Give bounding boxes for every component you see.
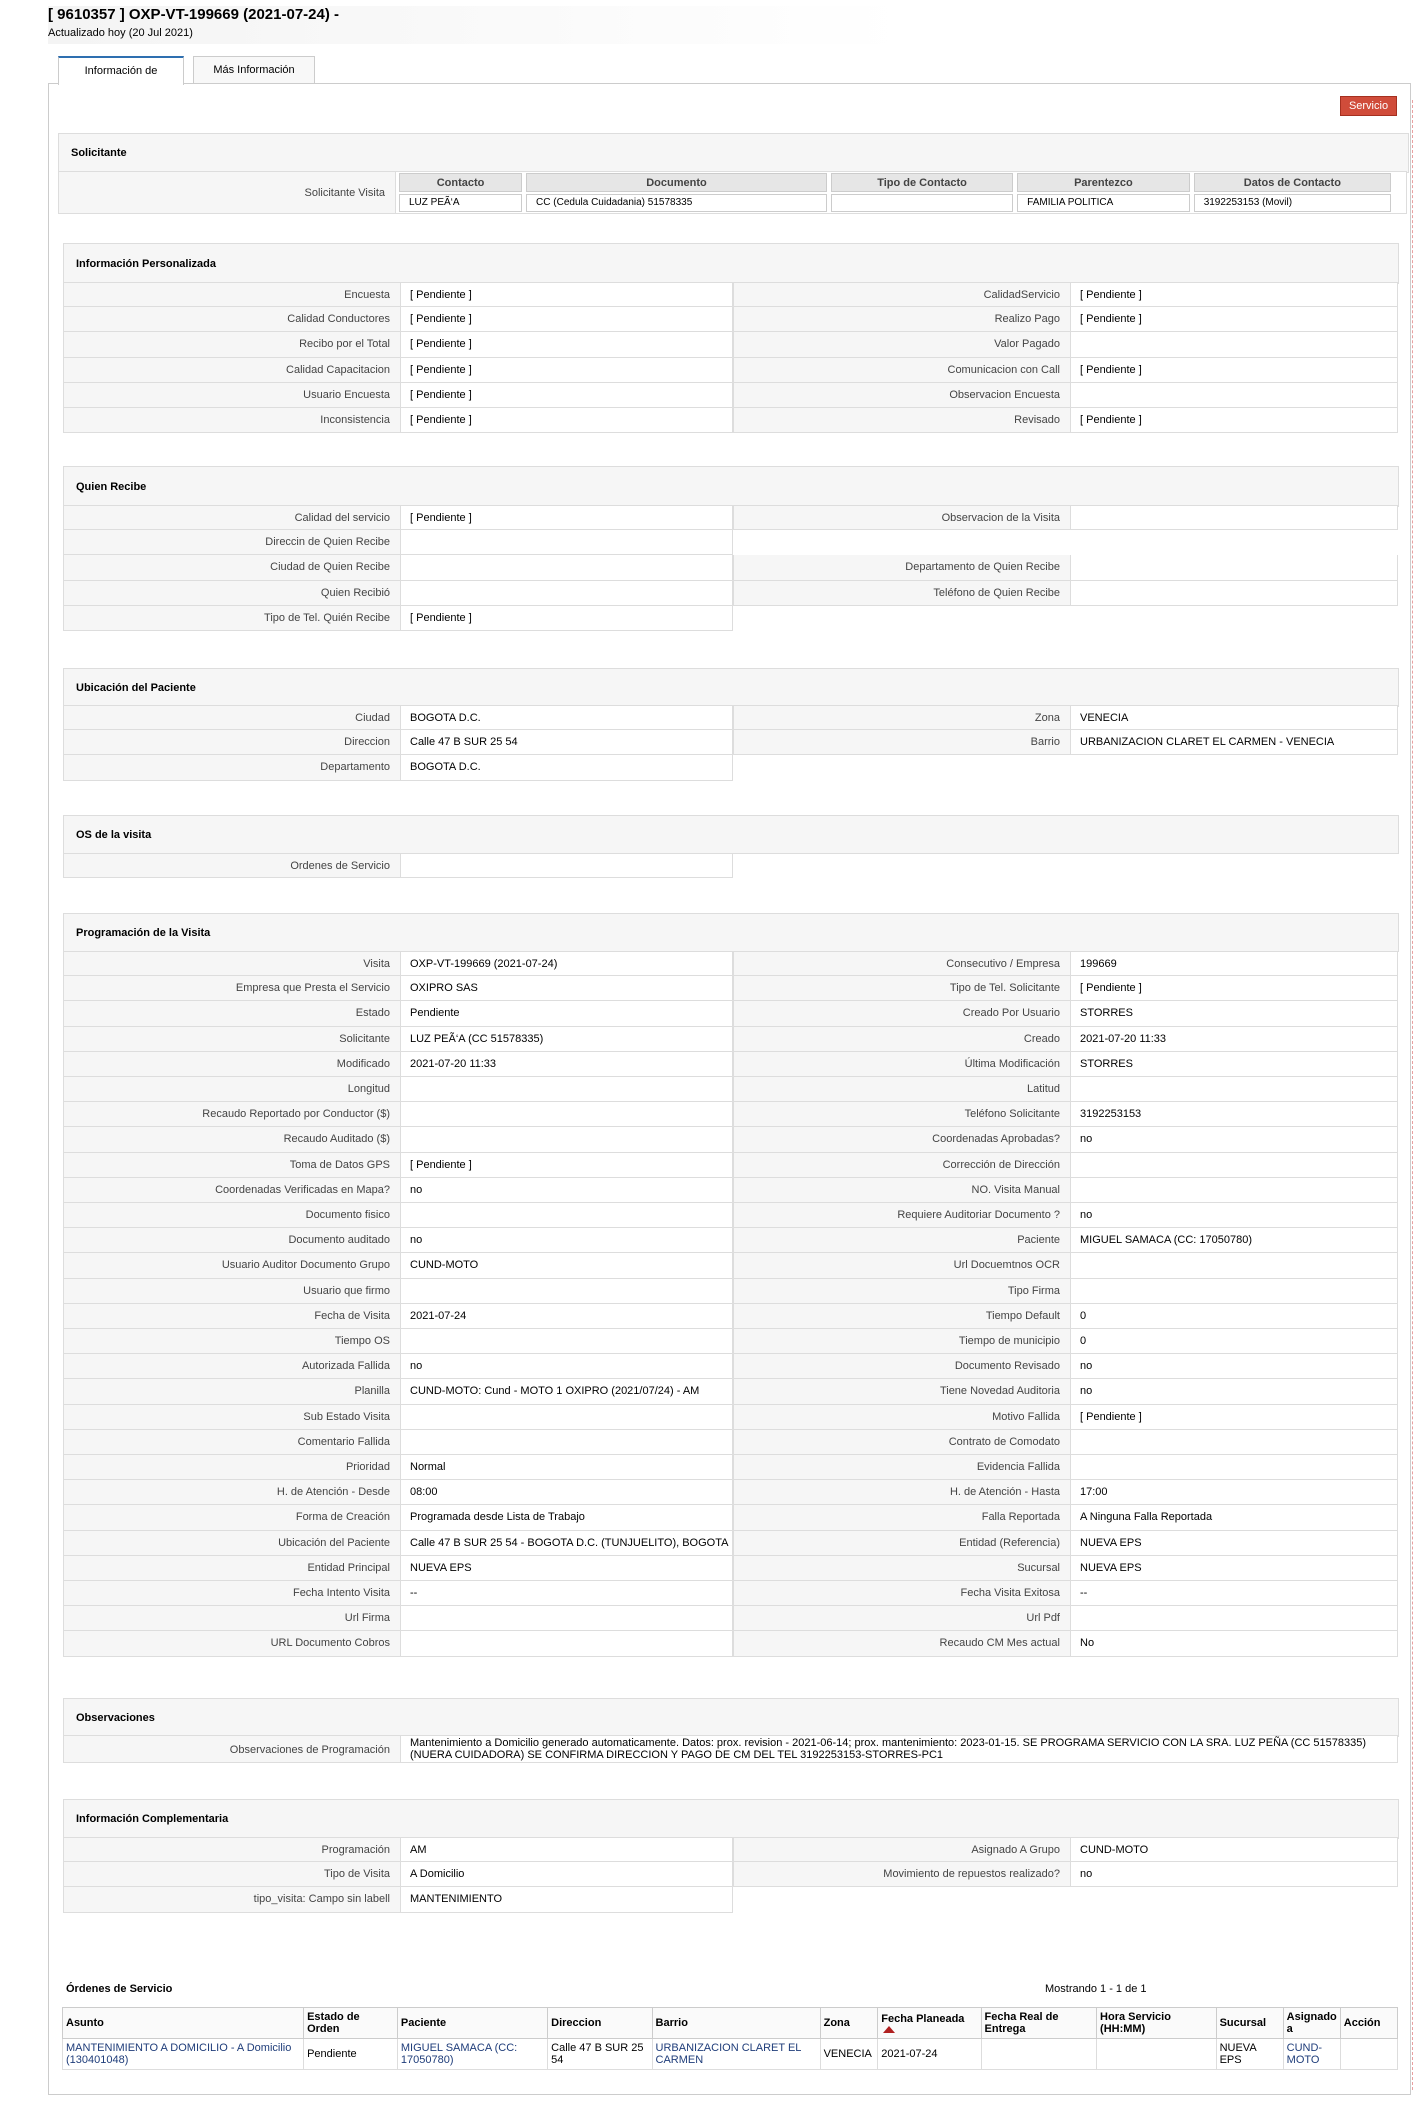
field-label: Modificado [63, 1052, 400, 1077]
orders-table [62, 2007, 1398, 2070]
field-label: Sub Estado Visita [63, 1405, 400, 1430]
column-label: Paciente [400, 2017, 447, 2029]
field-value: CUND-MOTO: Cund - MOTO 1 OXIPRO (2021/07/24) - AM [400, 1379, 733, 1404]
field-label: Usuario Auditor Documento Grupo [63, 1253, 400, 1278]
field-value: NUEVA EPS [1070, 1531, 1398, 1556]
field-value [1070, 581, 1398, 606]
field-value: [ Pendiente ] [400, 505, 733, 530]
section-header-quien_recibe [63, 466, 1399, 507]
field-value [1070, 1153, 1398, 1178]
field-label: Quien Recibió [63, 581, 400, 606]
field-value: Normal [400, 1455, 733, 1480]
orders-title: Órdenes de Servicio [66, 1983, 173, 1995]
field-label: Visita [63, 951, 400, 976]
field-label: Última Modificación [733, 1052, 1070, 1077]
field-label: H. de Atención - Hasta [733, 1480, 1070, 1505]
field-label: Creado Por Usuario [733, 1001, 1070, 1026]
field-value: 17:00 [1070, 1480, 1398, 1505]
field-value: [ Pendiente ] [400, 332, 733, 357]
field-label: Ciudad de Quien Recibe [63, 555, 400, 580]
field-label: Inconsistencia [63, 408, 400, 433]
column-header: Tipo de Contacto [831, 173, 1013, 192]
field-label: Recaudo CM Mes actual [733, 1631, 1070, 1656]
field-label: Tiempo Default [733, 1304, 1070, 1329]
field-value: URBANIZACION CLARET EL CARMEN - VENECIA [1070, 730, 1398, 755]
tab-mas-informacion[interactable]: Más Información [193, 56, 315, 83]
orders-column-header[interactable] [820, 2008, 878, 2039]
field-value: 0 [1070, 1304, 1398, 1329]
section-title: Observaciones [76, 1711, 155, 1724]
section-header-ubicacion [63, 668, 1399, 707]
field-value: [ Pendiente ] [1070, 282, 1398, 307]
field-value: CUND-MOTO [400, 1253, 733, 1278]
field-label: Direccin de Quien Recibe [63, 530, 400, 555]
field-label: Observacion de la Visita [733, 505, 1070, 530]
field-value [1070, 1455, 1398, 1480]
field-label: Corrección de Dirección [733, 1153, 1070, 1178]
field-value: [ Pendiente ] [1070, 976, 1398, 1001]
table-cell[interactable]: MANTENIMIENTO A DOMICILIO - A Domicilio (130401048) [63, 2039, 304, 2070]
field-value: CUND-MOTO [1070, 1837, 1398, 1862]
field-value [1070, 505, 1398, 530]
field-label: Calidad del servicio [63, 505, 400, 530]
column-label: Fecha Planeada [881, 2013, 965, 2025]
field-value [400, 1127, 733, 1152]
field-value: A Ninguna Falla Reportada [1070, 1505, 1398, 1530]
table-cell: VENECIA [820, 2039, 878, 2070]
field-value: [ Pendiente ] [1070, 408, 1398, 433]
field-label: Usuario que firmo [63, 1279, 400, 1304]
field-label: Contrato de Comodato [733, 1430, 1070, 1455]
field-label: Recaudo Auditado ($) [63, 1127, 400, 1152]
field-value: [ Pendiente ] [400, 307, 733, 332]
field-value: no [400, 1228, 733, 1253]
field-value [400, 853, 733, 878]
field-label: Tiempo OS [63, 1329, 400, 1354]
field-value: [ Pendiente ] [400, 358, 733, 383]
table-cell: 3192253153 (Movil) [1194, 194, 1391, 212]
field-value: STORRES [1070, 1052, 1398, 1077]
field-label: Recaudo Reportado por Conductor ($) [63, 1102, 400, 1127]
field-label: Forma de Creación [63, 1505, 400, 1530]
section-header-os_visita [63, 815, 1399, 854]
field-value: no [1070, 1354, 1398, 1379]
column-header: Contacto [399, 173, 522, 192]
field-label: Comunicacion con Call [733, 358, 1070, 383]
orders-column-header[interactable] [652, 2008, 820, 2039]
field-value [400, 1430, 733, 1455]
field-value: [ Pendiente ] [400, 606, 733, 631]
table-cell: FAMILIA POLITICA [1017, 194, 1190, 212]
field-label: Tiempo de municipio [733, 1329, 1070, 1354]
field-value: MANTENIMIENTO [400, 1887, 733, 1912]
field-label: Sucursal [733, 1556, 1070, 1581]
field-label: Requiere Auditoriar Documento ? [733, 1203, 1070, 1228]
field-value: 3192253153 [1070, 1102, 1398, 1127]
section-header-programacion [63, 913, 1399, 952]
field-value [400, 1102, 733, 1127]
orders-column-header[interactable] [1283, 2008, 1340, 2039]
field-value: [ Pendiente ] [1070, 1405, 1398, 1430]
field-value: A Domicilio [400, 1862, 733, 1887]
field-label: Calidad Conductores [63, 307, 400, 332]
field-label: Entidad Principal [63, 1556, 400, 1581]
column-label: Fecha Real de Entrega [984, 2011, 1059, 2035]
field-value [400, 1329, 733, 1354]
table-cell [1097, 2039, 1217, 2070]
section-header-observaciones [63, 1698, 1399, 1737]
field-label: Prioridad [63, 1455, 400, 1480]
section-title: Información Complementaria [76, 1813, 229, 1825]
field-label: Tipo Firma [733, 1279, 1070, 1304]
field-label: Documento Revisado [733, 1354, 1070, 1379]
field-label: Observacion Encuesta [733, 383, 1070, 408]
field-label: Longitud [63, 1077, 400, 1102]
field-value [400, 1631, 733, 1656]
field-label: tipo_visita: Campo sin labell [63, 1887, 400, 1912]
field-value: BOGOTA D.C. [400, 755, 733, 780]
field-value: no [400, 1178, 733, 1203]
field-label: Paciente [733, 1228, 1070, 1253]
field-value [400, 530, 733, 555]
field-label: Evidencia Fallida [733, 1455, 1070, 1480]
field-value: 2021-07-24 [400, 1304, 733, 1329]
field-label: Barrio [733, 730, 1070, 755]
tab-informacion[interactable]: Información de [58, 56, 184, 85]
field-label: Departamento [63, 755, 400, 780]
field-label: Planilla [63, 1379, 400, 1404]
field-value [400, 1279, 733, 1304]
field-value: [ Pendiente ] [400, 1153, 733, 1178]
field-value: AM [400, 1837, 733, 1862]
pagination-text: Mostrando 1 - 1 de 1 [1045, 1983, 1147, 1995]
orders-column-header[interactable] [548, 2008, 652, 2039]
field-label: Departamento de Quien Recibe [733, 555, 1070, 580]
field-label: Fecha Visita Exitosa [733, 1581, 1070, 1606]
table-row [63, 2039, 1398, 2070]
field-value: [ Pendiente ] [1070, 307, 1398, 332]
table-cell: URBANIZACION CLARET EL CARMEN [652, 2039, 820, 2070]
field-value: OXIPRO SAS [400, 976, 733, 1001]
solicitante-table-box [395, 171, 1407, 214]
field-label: Fecha Intento Visita [63, 1581, 400, 1606]
field-label: Motivo Fallida [733, 1405, 1070, 1430]
field-value: Mantenimiento a Domicilio generado automaticamente. Datos: prox. revision - 2021-06-14; prox. mantenimiento: 2023-01-15. SE PROGRAMA SERVICIO CON LA SRA. LUZ PEÑA (CC 51578335) (NUERA CUIDADORA) SE CONFIRMA DIRECCION Y PAGO DE CM DEL TEL 3192253153-STORRES-PC1 [400, 1735, 1398, 1763]
field-value: 2021-07-20 11:33 [1070, 1027, 1398, 1052]
field-label: Toma de Datos GPS [63, 1153, 400, 1178]
field-label: Ciudad [63, 705, 400, 730]
field-label: Coordenadas Verificadas en Mapa? [63, 1178, 400, 1203]
field-label: Url Firma [63, 1606, 400, 1631]
field-label: Tiene Novedad Auditoria [733, 1379, 1070, 1404]
field-value: -- [1070, 1581, 1398, 1606]
field-value [400, 581, 733, 606]
servicio-button[interactable]: Servicio [1340, 96, 1397, 116]
solicitante-table [395, 171, 1395, 214]
table-cell [1340, 2039, 1397, 2070]
field-value: VENECIA [1070, 705, 1398, 730]
field-value: BOGOTA D.C. [400, 705, 733, 730]
field-value: -- [400, 1581, 733, 1606]
field-label: Comentario Fallida [63, 1430, 400, 1455]
field-value: [ Pendiente ] [1070, 358, 1398, 383]
field-label: Tipo de Visita [63, 1862, 400, 1887]
table-cell: NUEVA EPS [1216, 2039, 1283, 2070]
field-value: OXP-VT-199669 (2021-07-24) [400, 951, 733, 976]
field-value: Pendiente [400, 1001, 733, 1026]
column-label: Hora Servicio (HH:MM) [1100, 2011, 1171, 2035]
field-value: MIGUEL SAMACA (CC: 17050780) [1070, 1228, 1398, 1253]
section-title: Ubicación del Paciente [76, 681, 196, 694]
field-value: LUZ PEÃ‘A (CC 51578335) [400, 1027, 733, 1052]
table-cell [981, 2039, 1097, 2070]
field-value: no [1070, 1127, 1398, 1152]
field-value: No [1070, 1631, 1398, 1656]
field-value: [ Pendiente ] [400, 383, 733, 408]
section-title: Información Personalizada [76, 257, 216, 270]
column-label: Asunto [66, 2017, 104, 2029]
field-label: Valor Pagado [733, 332, 1070, 357]
field-label: Documento fisico [63, 1203, 400, 1228]
column-label: Estado de Orden [307, 2011, 360, 2035]
field-label: Solicitante Visita [58, 171, 395, 214]
field-label: Autorizada Fallida [63, 1354, 400, 1379]
field-label: Programación [63, 1837, 400, 1862]
section-title: Quien Recibe [76, 480, 147, 493]
field-value [400, 1405, 733, 1430]
field-value [400, 555, 733, 580]
orders-column-header[interactable] [1340, 2008, 1397, 2039]
field-value [1070, 1178, 1398, 1203]
field-label: Creado [733, 1027, 1070, 1052]
field-label: URL Documento Cobros [63, 1631, 400, 1656]
orders-column-header[interactable] [63, 2008, 304, 2039]
field-value: no [1070, 1379, 1398, 1404]
table-cell: CC (Cedula Cuidadania) 51578335 [526, 194, 827, 212]
field-label: Solicitante [63, 1027, 400, 1052]
field-value [1070, 1430, 1398, 1455]
field-label: Realizo Pago [733, 307, 1070, 332]
table-cell: MIGUEL SAMACA (CC: 17050780) [397, 2039, 547, 2070]
field-value: no [1070, 1203, 1398, 1228]
column-label: Asignado a [1286, 2011, 1337, 2035]
section-title: Programación de la Visita [76, 926, 211, 939]
section-header-solicitante [58, 133, 1409, 173]
column-label: Sucursal [1219, 2017, 1267, 2029]
field-label: NO. Visita Manual [733, 1178, 1070, 1203]
field-label: Estado [63, 1001, 400, 1026]
field-label: Usuario Encuesta [63, 383, 400, 408]
field-label: Entidad (Referencia) [733, 1531, 1070, 1556]
field-value: STORRES [1070, 1001, 1398, 1026]
field-value: no [400, 1354, 733, 1379]
field-label: Zona [733, 705, 1070, 730]
table-cell: 2021-07-24 [878, 2039, 981, 2070]
field-label: Falla Reportada [733, 1505, 1070, 1530]
column-label: Acción [1343, 2017, 1381, 2029]
field-value: Calle 47 B SUR 25 54 [400, 730, 733, 755]
field-label: Tipo de Tel. Quién Recibe [63, 606, 400, 631]
field-label: Consecutivo / Empresa [733, 951, 1070, 976]
field-label: Tipo de Tel. Solicitante [733, 976, 1070, 1001]
field-label: Movimiento de repuestos realizado? [733, 1862, 1070, 1887]
orders-column-header[interactable] [304, 2008, 398, 2039]
field-label: Latitud [733, 1077, 1070, 1102]
field-value [1070, 1077, 1398, 1102]
field-value [400, 1077, 733, 1102]
table-cell: Pendiente [304, 2039, 398, 2070]
orders-column-header[interactable] [878, 2008, 981, 2039]
field-label: Ordenes de Servicio [63, 853, 400, 878]
orders-column-header[interactable] [397, 2008, 547, 2039]
field-label: Teléfono Solicitante [733, 1102, 1070, 1127]
field-label: H. de Atención - Desde [63, 1480, 400, 1505]
field-value [400, 1606, 733, 1631]
field-label: Teléfono de Quien Recibe [733, 581, 1070, 606]
field-label: Asignado A Grupo [733, 1837, 1070, 1862]
page-title: [ 9610357 ] OXP-VT-199669 (2021-07-24) - [48, 6, 339, 23]
field-label: Direccion [63, 730, 400, 755]
column-header: Datos de Contacto [1194, 173, 1391, 192]
field-label: Url Docuemtnos OCR [733, 1253, 1070, 1278]
field-value: NUEVA EPS [400, 1556, 733, 1581]
column-label: Barrio [655, 2017, 688, 2029]
orders-column-header[interactable] [1216, 2008, 1283, 2039]
field-value: no [1070, 1862, 1398, 1887]
field-value [1070, 383, 1398, 408]
orders-column-header[interactable] [981, 2008, 1097, 2039]
field-label: Empresa que Presta el Servicio [63, 976, 400, 1001]
field-value [400, 1203, 733, 1228]
updated-text: Actualizado hoy (20 Jul 2021) [48, 27, 193, 39]
right-divider [1412, 100, 1413, 2090]
field-label: Ubicación del Paciente [63, 1531, 400, 1556]
field-label: Calidad Capacitacion [63, 358, 400, 383]
field-value: Calle 47 B SUR 25 54 - BOGOTA D.C. (TUNJUELITO), BOGOTA [400, 1531, 733, 1556]
field-value: 08:00 [400, 1480, 733, 1505]
table-cell [831, 194, 1013, 212]
field-label: CalidadServicio [733, 282, 1070, 307]
field-label: Coordenadas Aprobadas? [733, 1127, 1070, 1152]
field-value: 2021-07-20 11:33 [400, 1052, 733, 1077]
orders-column-header[interactable] [1097, 2008, 1217, 2039]
field-value [1070, 332, 1398, 357]
table-cell: Calle 47 B SUR 25 54 [548, 2039, 652, 2070]
field-label: Revisado [733, 408, 1070, 433]
column-label: Zona [823, 2017, 850, 2029]
field-value: 199669 [1070, 951, 1398, 976]
field-value: NUEVA EPS [1070, 1556, 1398, 1581]
field-value: Programada desde Lista de Trabajo [400, 1505, 733, 1530]
table-cell: CUND-MOTO [1283, 2039, 1340, 2070]
field-label: Encuesta [63, 282, 400, 307]
section-title: OS de la visita [76, 828, 152, 841]
section-title: Solicitante [71, 147, 127, 159]
field-value [1070, 555, 1398, 580]
field-value: [ Pendiente ] [400, 408, 733, 433]
column-label: Direccion [551, 2017, 602, 2029]
sort-asc-icon[interactable] [883, 2026, 895, 2033]
table-cell: LUZ PEÃ‘A [399, 194, 522, 212]
field-label: Documento auditado [63, 1228, 400, 1253]
column-header: Documento [526, 173, 827, 192]
field-label: Recibo por el Total [63, 332, 400, 357]
field-label: Observaciones de Programación [63, 1735, 400, 1763]
field-value: [ Pendiente ] [400, 282, 733, 307]
field-label: Fecha de Visita [63, 1304, 400, 1329]
section-header-complementaria [63, 1799, 1399, 1839]
field-label: Url Pdf [733, 1606, 1070, 1631]
field-value [1070, 1606, 1398, 1631]
section-header-personalizada [63, 243, 1399, 284]
field-value [1070, 1279, 1398, 1304]
field-value: 0 [1070, 1329, 1398, 1354]
field-value [1070, 1253, 1398, 1278]
column-header: Parentezco [1017, 173, 1190, 192]
